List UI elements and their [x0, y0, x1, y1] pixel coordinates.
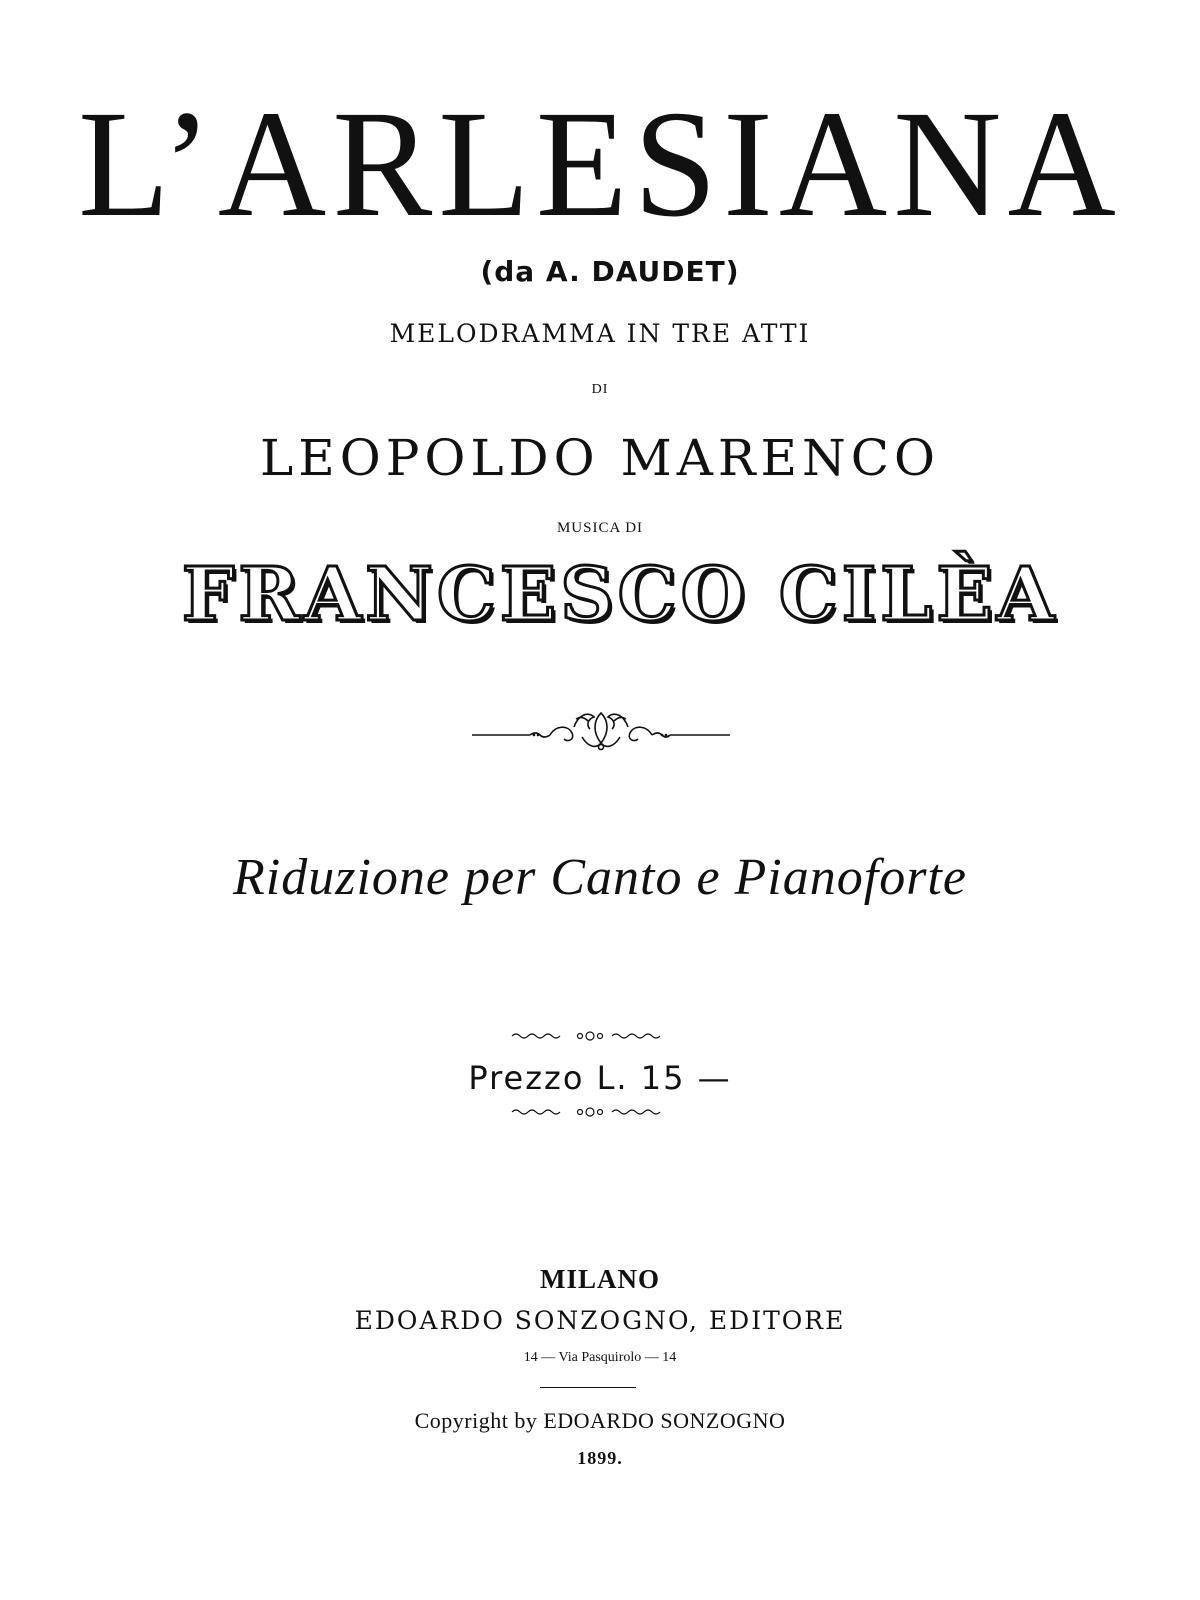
- composer-name: FRANCESCO CILÈA: [181, 552, 1059, 638]
- music-by-label: MUSICA DI: [556, 520, 644, 536]
- publisher-address: 14 — Via Pasquirolo — 14: [523, 1350, 677, 1365]
- ornament-divider-icon: [470, 705, 732, 755]
- librettist-name: LEOPOLDO MARENCO: [260, 429, 940, 487]
- price-ornament-top-icon: [510, 1028, 670, 1044]
- source-credit: (da A. DAUDET): [480, 255, 740, 288]
- publisher-city: MILANO: [540, 1264, 660, 1294]
- publisher-name: EDOARDO SONZOGNO, EDITORE: [354, 1306, 846, 1335]
- publication-year: 1899.: [577, 1448, 623, 1468]
- opera-title: L’ARLESIANA: [78, 79, 1122, 249]
- by-label: DI: [591, 382, 609, 397]
- reduction-subtitle: Riduzione per Canto e Pianoforte: [233, 849, 967, 906]
- price-label: Prezzo L. 15 —: [468, 1059, 732, 1097]
- price-ornament-bottom-icon: [510, 1104, 670, 1120]
- copyright-notice: Copyright by EDOARDO SONZOGNO: [414, 1408, 786, 1433]
- genre-line: MELODRAMMA IN TRE ATTI: [389, 319, 811, 348]
- divider-rule: [540, 1387, 636, 1388]
